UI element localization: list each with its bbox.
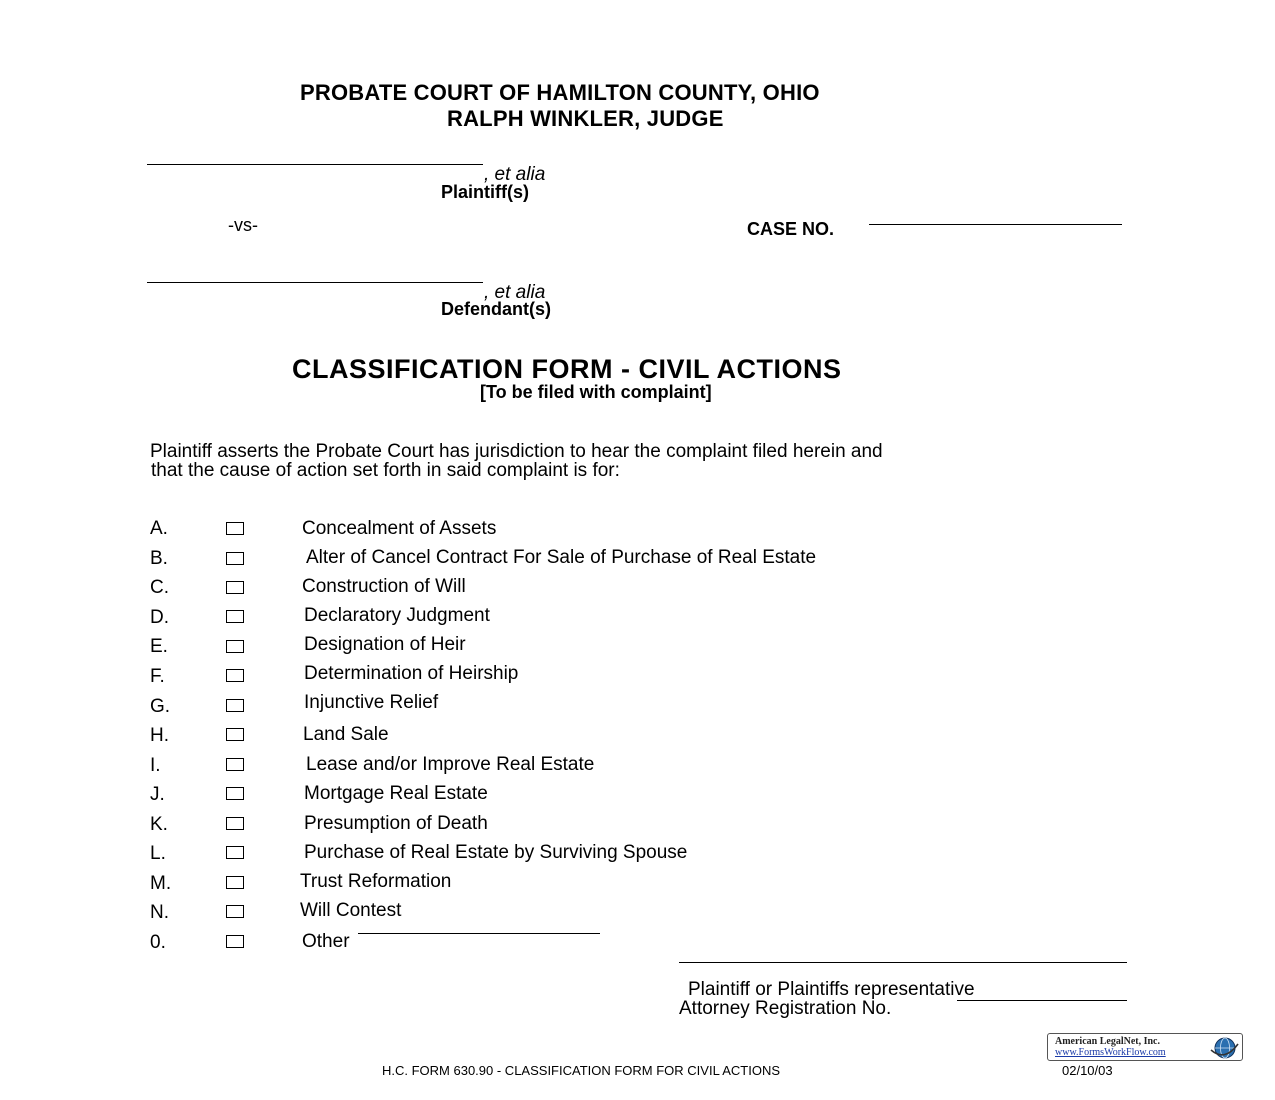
defendant-et-alia: , et alia — [484, 282, 546, 303]
item-letter: F. — [150, 666, 165, 687]
footer-date: 02/10/03 — [1062, 1063, 1113, 1078]
representative-label: Plaintiff or Plaintiffs representative — [688, 979, 975, 1000]
item-label: Injunctive Relief — [304, 692, 439, 713]
item-label: Mortgage Real Estate — [304, 783, 488, 804]
checkbox[interactable] — [226, 640, 244, 653]
logo-company-name: American LegalNet, Inc. — [1055, 1036, 1160, 1047]
plaintiff-name-line[interactable] — [147, 164, 483, 165]
item-letter: B. — [150, 548, 168, 569]
intro-line-2: that the cause of action set forth in said complaint is for: — [151, 460, 620, 481]
item-label: Land Sale — [303, 724, 389, 745]
checkbox[interactable] — [226, 552, 244, 565]
item-label: Designation of Heir — [304, 634, 466, 655]
checkbox[interactable] — [226, 935, 244, 948]
logo-url-link[interactable]: www.FormsWorkFlow.com — [1055, 1047, 1166, 1058]
item-letter: E. — [150, 636, 168, 657]
checkbox[interactable] — [226, 522, 244, 535]
checkbox[interactable] — [226, 905, 244, 918]
attorney-registration-label: Attorney Registration No. — [679, 998, 892, 1019]
case-no-label: CASE NO. — [747, 219, 835, 239]
intro-line-1: Plaintiff asserts the Probate Court has jurisdiction to hear the complaint filed herein and — [150, 441, 883, 462]
item-letter: D. — [150, 607, 169, 628]
item-letter: L. — [150, 843, 166, 864]
checkbox[interactable] — [226, 758, 244, 771]
item-label: Declaratory Judgment — [304, 605, 490, 626]
item-label: Will Contest — [300, 900, 402, 921]
item-letter: H. — [150, 725, 169, 746]
other-specify-line[interactable] — [358, 933, 600, 934]
item-label: Lease and/or Improve Real Estate — [306, 754, 595, 775]
item-letter: A. — [150, 518, 168, 539]
checkbox[interactable] — [226, 669, 244, 682]
checkbox[interactable] — [226, 728, 244, 741]
plaintiff-et-alia: , et alia — [484, 164, 546, 185]
form-title: CLASSIFICATION FORM - CIVIL ACTIONS — [292, 354, 842, 384]
court-name: PROBATE COURT OF HAMILTON COUNTY, OHIO — [300, 80, 820, 105]
forms-workflow-logo[interactable] — [1047, 1033, 1243, 1061]
versus-label: -vs- — [228, 215, 258, 235]
case-no-line[interactable] — [869, 224, 1122, 225]
item-letter: M. — [150, 873, 172, 894]
checkbox[interactable] — [226, 876, 244, 889]
item-letter: I. — [150, 755, 161, 776]
item-label: Concealment of Assets — [302, 518, 497, 539]
item-letter: C. — [150, 577, 169, 598]
form-subtitle: [To be filed with complaint] — [480, 382, 712, 402]
checkbox[interactable] — [226, 699, 244, 712]
item-letter: 0. — [150, 932, 166, 953]
item-letter: G. — [150, 696, 171, 717]
item-label: Presumption of Death — [304, 813, 488, 834]
item-label: Purchase of Real Estate by Surviving Spouse — [304, 842, 688, 863]
checkbox[interactable] — [226, 581, 244, 594]
checkbox[interactable] — [226, 610, 244, 623]
plaintiff-label: Plaintiff(s) — [441, 182, 529, 202]
defendant-name-line[interactable] — [147, 282, 483, 283]
defendant-label: Defendant(s) — [441, 299, 552, 319]
signature-line[interactable] — [679, 962, 1127, 963]
checkbox[interactable] — [226, 787, 244, 800]
item-label: Other — [302, 931, 350, 952]
attorney-registration-line[interactable] — [957, 1000, 1127, 1001]
item-label: Determination of Heirship — [304, 663, 519, 684]
item-label: Construction of Will — [302, 576, 466, 597]
globe-icon — [1205, 1036, 1239, 1060]
item-letter: N. — [150, 902, 169, 923]
item-label: Trust Reformation — [300, 871, 452, 892]
footer-form-name: H.C. FORM 630.90 - CLASSIFICATION FORM FOR CIVIL ACTIONS — [382, 1063, 781, 1078]
item-letter: K. — [150, 814, 168, 835]
item-letter: J. — [150, 784, 165, 805]
checkbox[interactable] — [226, 846, 244, 859]
checkbox[interactable] — [226, 817, 244, 830]
item-label: Alter of Cancel Contract For Sale of Purchase of Real Estate — [306, 547, 817, 568]
judge-name: RALPH WINKLER, JUDGE — [447, 106, 724, 131]
